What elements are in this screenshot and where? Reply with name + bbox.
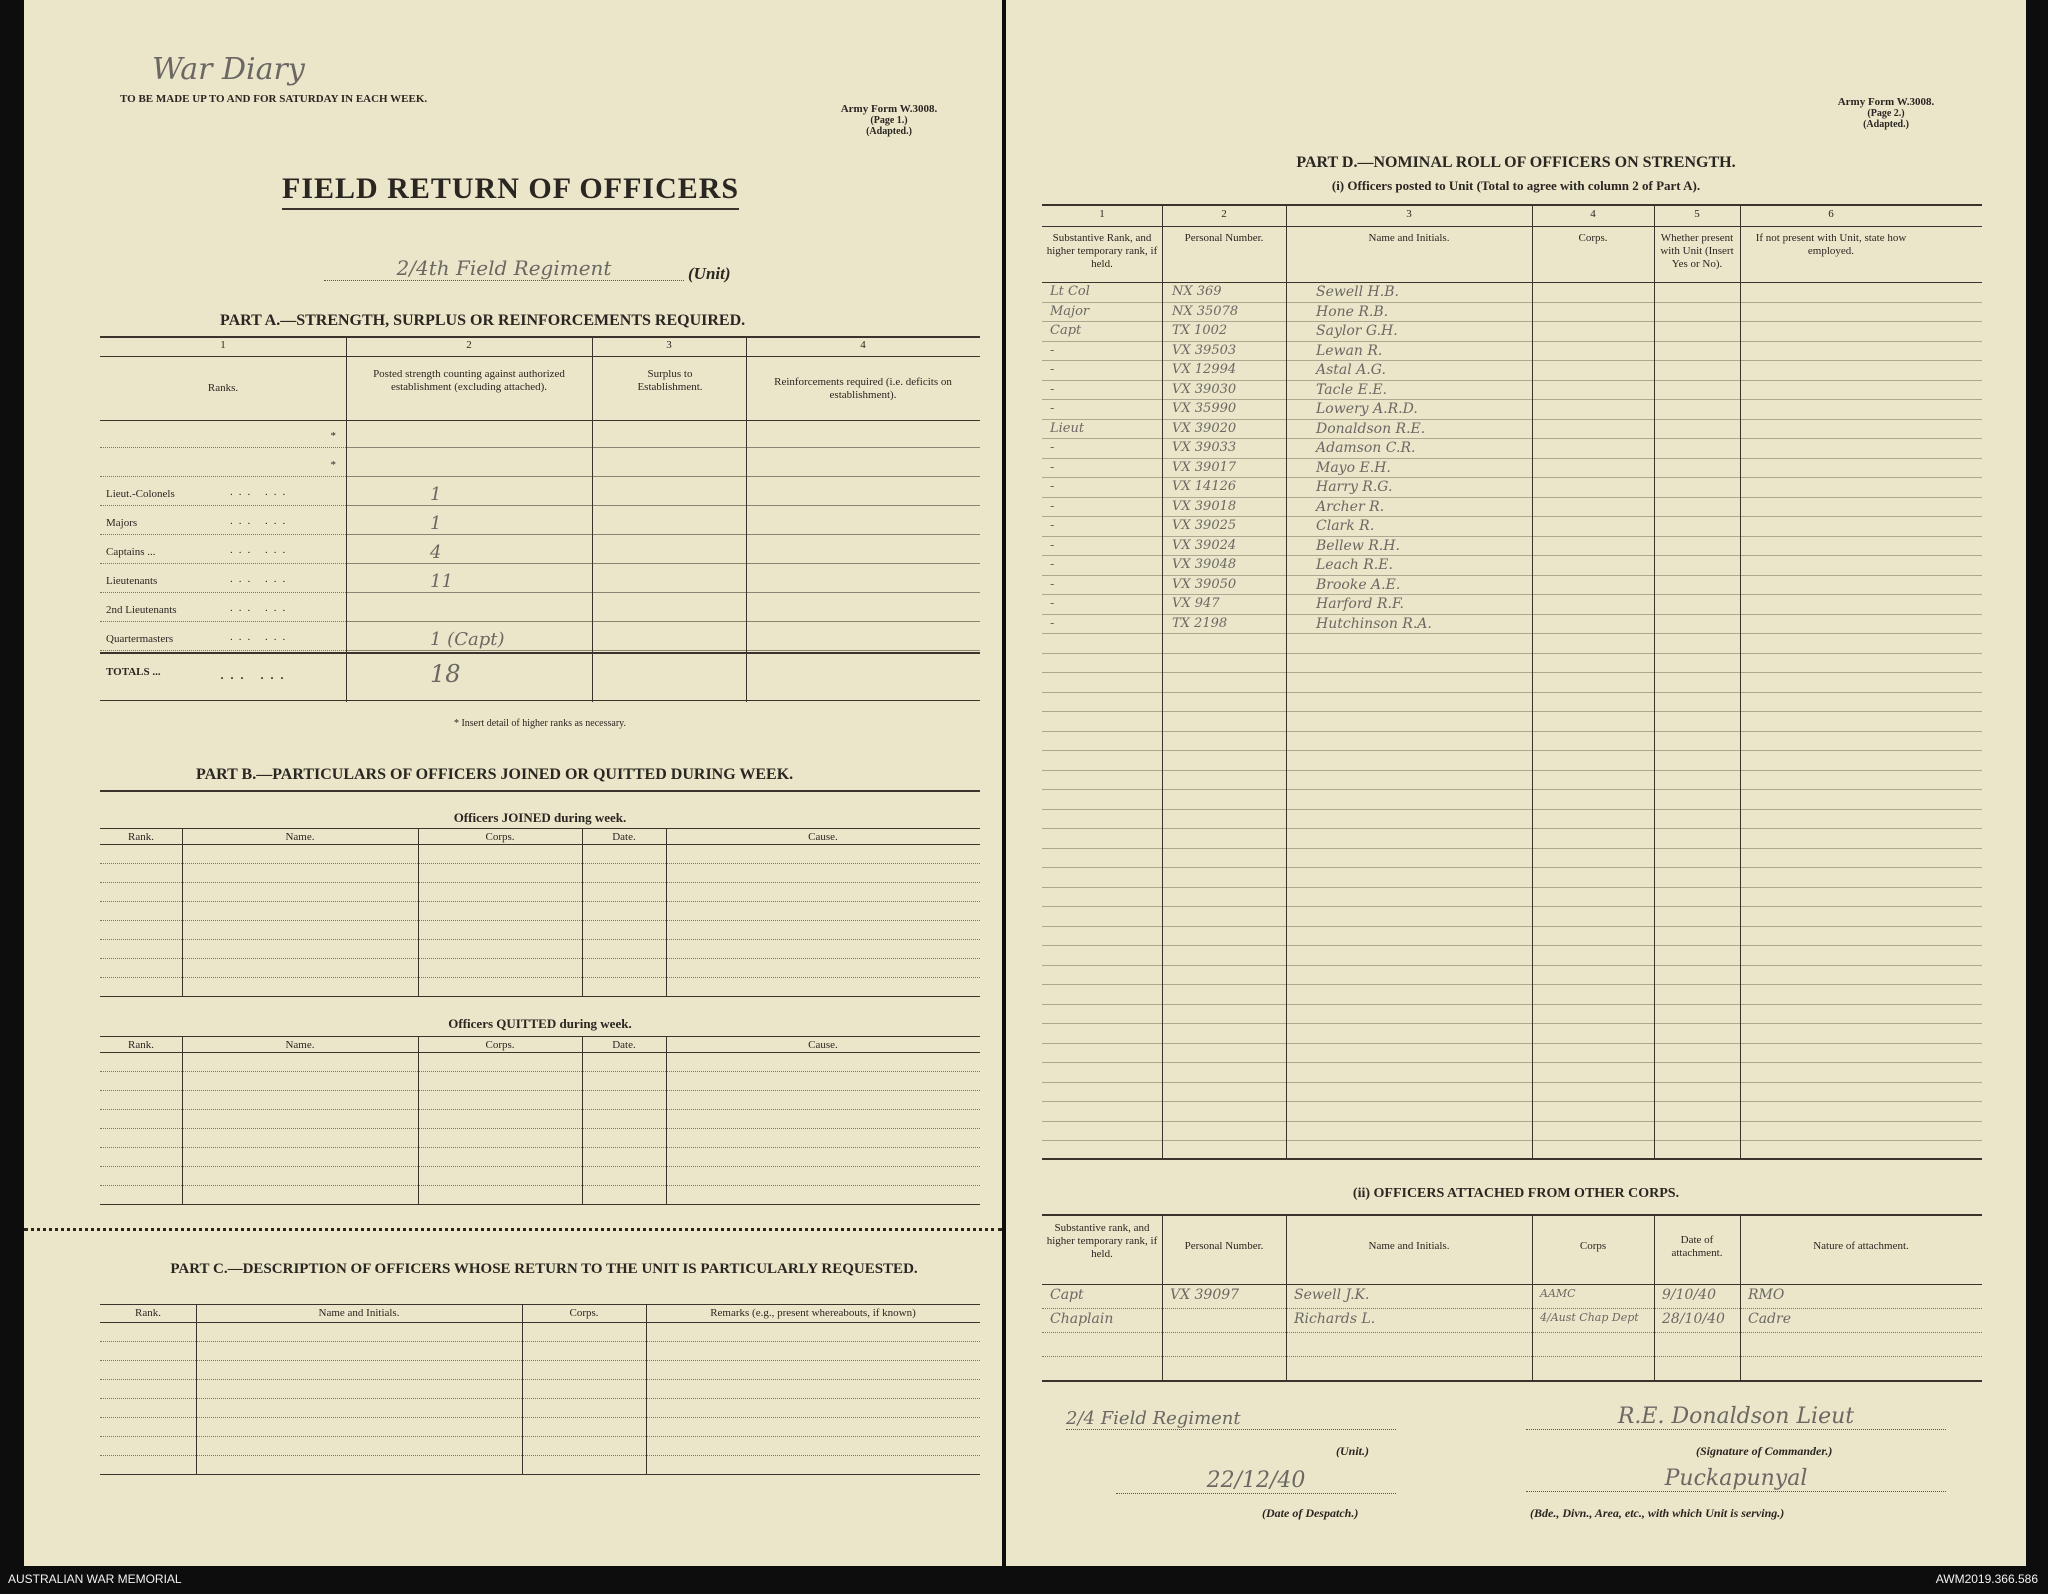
totals-value: 18	[430, 660, 461, 688]
column-number: 3	[1406, 208, 1412, 220]
column-rule	[1286, 204, 1287, 1158]
row-rule	[100, 592, 346, 593]
table-rule	[100, 1052, 980, 1053]
roll-personal-number: VX 39050	[1172, 576, 1237, 592]
rank-label: Captains ...	[106, 546, 156, 558]
row-rule	[346, 534, 980, 535]
leader-dots: ... ...	[230, 515, 292, 527]
row-rule	[1042, 1004, 1982, 1005]
table-rule	[1042, 282, 1982, 283]
attached-date: 9/10/40	[1662, 1287, 1716, 1303]
column-header: Rank.	[135, 1307, 161, 1319]
table-rule	[100, 1322, 980, 1323]
roll-name: Sewell H.B.	[1316, 284, 1399, 300]
roll-personal-number: VX 39503	[1172, 342, 1237, 358]
column-header: Cause.	[808, 1039, 838, 1051]
unit-value: 2/4th Field Regiment	[324, 256, 684, 281]
column-header: Date.	[612, 831, 636, 843]
column-header: If not present with Unit, state how employed.	[1755, 232, 1907, 257]
row-rule	[1042, 1356, 1982, 1357]
roll-personal-number: VX 39020	[1172, 420, 1237, 436]
row-rule	[1042, 302, 1982, 303]
nominal-roll-table	[1042, 204, 1982, 1158]
roll-rank: -	[1050, 401, 1055, 416]
roll-name: Harford R.F.	[1316, 596, 1404, 612]
row-rule	[100, 1166, 980, 1167]
column-header: Date.	[612, 1039, 636, 1051]
row-rule	[1042, 1140, 1982, 1141]
roll-rank: -	[1050, 342, 1055, 358]
roll-personal-number: VX 947	[1172, 596, 1220, 611]
attached-rank: Chaplain	[1050, 1311, 1114, 1327]
attached-table	[1042, 1214, 1982, 1380]
column-header: Rank.	[128, 1039, 154, 1051]
column-header: Whether present with Unit (Insert Yes or No).	[1660, 232, 1734, 270]
roll-name: Tacle E.E.	[1316, 381, 1387, 398]
row-rule	[1042, 497, 1982, 498]
column-rule	[418, 1036, 419, 1204]
roll-name: Archer R.	[1316, 498, 1385, 515]
row-rule	[1042, 477, 1982, 478]
column-rule	[182, 828, 183, 996]
roll-name: Astal A.G.	[1316, 362, 1386, 378]
row-rule	[1042, 1043, 1982, 1044]
signature-label: (Signature of Commander.)	[1696, 1444, 1833, 1458]
column-header: Rank.	[128, 831, 154, 843]
posted-strength-value: 1 (Capt)	[430, 629, 505, 650]
row-rule	[1042, 1062, 1982, 1063]
column-header: Corps.	[1578, 232, 1608, 244]
column-header: Personal Number.	[1184, 232, 1264, 244]
column-header: Personal Number.	[1184, 1240, 1264, 1252]
table-rule	[100, 1036, 980, 1037]
roll-rank: -	[1050, 362, 1055, 377]
form-page-1	[24, 0, 1002, 1566]
footer-unit-value: 2/4 Field Regiment	[1066, 1408, 1396, 1430]
roll-rank: -	[1050, 381, 1055, 397]
sub-i-title: (i) Officers posted to Unit (Total to agree with column 2 of Part A).	[1331, 178, 1701, 193]
roll-personal-number: VX 39018	[1172, 498, 1237, 514]
row-rule	[100, 1436, 980, 1437]
row-rule	[1042, 867, 1982, 868]
army-form-label-p2: Army Form W.3008. (Page 2.) (Adapted.)	[1837, 96, 1935, 130]
table-rule	[100, 996, 980, 997]
row-rule	[1042, 965, 1982, 966]
row-rule	[100, 1398, 980, 1399]
column-header: Corps.	[485, 1039, 515, 1051]
column-rule	[646, 1304, 647, 1474]
roll-rank: Lieut	[1050, 420, 1085, 436]
table-rule	[1042, 1284, 1982, 1285]
col-number-1: 1	[220, 339, 226, 351]
row-rule	[1042, 828, 1982, 829]
roll-name: Hutchinson R.A.	[1316, 615, 1432, 632]
leader-dots: ... ...	[230, 631, 292, 643]
row-rule	[1042, 399, 1982, 400]
column-rule	[182, 1036, 183, 1204]
roll-name: Hone R.B.	[1316, 303, 1389, 320]
watermark-right: AWM2019.366.586	[1935, 1572, 2038, 1586]
row-rule	[100, 1090, 980, 1091]
column-header: Corps.	[569, 1307, 599, 1319]
row-rule	[346, 505, 980, 506]
attached-corps: 4/Aust Chap Dept	[1540, 1311, 1639, 1324]
roll-rank: -	[1050, 576, 1055, 592]
leader-dots: ... ...	[230, 486, 292, 498]
part-a-footnote: * Insert detail of higher ranks as necessary.	[453, 718, 627, 729]
column-number: 2	[1221, 208, 1227, 220]
column-header: Name and Initials.	[1368, 1240, 1450, 1252]
roll-rank: Major	[1050, 303, 1090, 319]
roll-personal-number: VX 39017	[1172, 459, 1237, 475]
column-rule	[582, 1036, 583, 1204]
roll-name: Harry R.G.	[1316, 479, 1393, 495]
rank-label: *	[330, 459, 336, 471]
row-rule	[100, 1341, 980, 1342]
row-rule	[1042, 711, 1982, 712]
row-rule	[1042, 1082, 1982, 1083]
table-rule	[1042, 1158, 1982, 1160]
column-header: Date of attachment.	[1671, 1234, 1723, 1259]
row-rule	[1042, 1332, 1982, 1333]
sub-ii-title: (ii) OFFICERS ATTACHED FROM OTHER CORPS.	[1352, 1186, 1680, 1201]
row-rule	[1042, 789, 1982, 790]
roll-rank: -	[1050, 518, 1055, 533]
column-rule	[666, 1036, 667, 1204]
roll-name: Leach R.E.	[1316, 557, 1393, 573]
row-rule	[100, 1128, 980, 1129]
table-rule	[1042, 1214, 1982, 1216]
row-rule	[100, 621, 346, 622]
table-rule	[100, 1304, 980, 1305]
rank-label: Quartermasters	[106, 633, 174, 645]
posted-strength-value: 11	[430, 571, 453, 592]
roll-rank: -	[1050, 498, 1055, 514]
rank-label: *	[330, 430, 336, 442]
bde-divn-label: (Bde., Divn., Area, etc., with which Unit is serving.)	[1530, 1506, 1785, 1520]
rank-label: Majors	[106, 517, 138, 529]
attached-name: Sewell J.K.	[1294, 1287, 1370, 1303]
joined-table	[100, 828, 980, 996]
row-rule	[100, 1109, 980, 1110]
column-header: Name.	[285, 831, 315, 843]
row-rule	[1042, 380, 1982, 381]
footer-unit-label: (Unit.)	[1336, 1444, 1369, 1458]
roll-rank: -	[1050, 557, 1055, 572]
roll-rank: -	[1050, 479, 1055, 494]
table-rule	[100, 844, 980, 845]
row-rule	[100, 505, 346, 506]
row-rule	[1042, 1121, 1982, 1122]
roll-rank: Lt Col	[1050, 284, 1090, 299]
column-rule	[1532, 204, 1533, 1158]
row-rule	[1042, 1308, 1982, 1309]
posted-strength-value: 1	[430, 513, 442, 534]
row-rule	[100, 447, 346, 448]
attached-name: Richards L.	[1294, 1311, 1376, 1327]
column-number: 5	[1694, 208, 1700, 220]
rank-label: Lieut.-Colonels	[106, 488, 175, 500]
row-rule	[100, 534, 346, 535]
roll-name: Lowery A.R.D.	[1316, 401, 1418, 417]
attached-nature: Cadre	[1748, 1311, 1791, 1327]
attached-date: 28/10/40	[1662, 1311, 1725, 1327]
row-rule	[1042, 848, 1982, 849]
roll-rank: -	[1050, 459, 1055, 475]
row-rule	[1042, 614, 1982, 615]
row-rule	[100, 1071, 980, 1072]
attached-number: VX 39097	[1170, 1287, 1240, 1303]
roll-personal-number: TX 1002	[1172, 323, 1228, 338]
part-a-title: PART A.—STRENGTH, SURPLUS OR REINFORCEMENTS REQUIRED.	[220, 312, 746, 329]
row-rule	[100, 1360, 980, 1361]
rank-label: Lieutenants	[106, 575, 158, 587]
roll-personal-number: VX 39030	[1172, 381, 1237, 397]
row-rule	[100, 563, 346, 564]
row-rule	[100, 650, 346, 651]
row-rule	[100, 1147, 980, 1148]
war-diary-annotation: War Diary	[152, 52, 305, 87]
header-ranks: Ranks.	[207, 382, 239, 394]
header-reinforcements: Reinforcements required (i.e. deficits on establishment).	[774, 376, 952, 401]
table-rule	[100, 1204, 980, 1205]
row-rule	[1042, 594, 1982, 595]
row-rule	[346, 447, 980, 448]
roll-name: Brooke A.E.	[1316, 576, 1401, 593]
form-page-2	[1006, 0, 2026, 1566]
column-number: 6	[1828, 208, 1834, 220]
column-header: Name and Initials.	[1368, 232, 1450, 244]
column-rule	[666, 828, 667, 996]
row-rule	[346, 592, 980, 593]
row-rule	[1042, 516, 1982, 517]
row-rule	[1042, 1023, 1982, 1024]
roll-rank: -	[1050, 440, 1055, 455]
roll-name: Donaldson R.E.	[1316, 420, 1426, 437]
roll-name: Lewan R.	[1316, 342, 1383, 359]
row-rule	[1042, 1101, 1982, 1102]
row-rule	[100, 958, 980, 959]
part-c-table	[100, 1304, 980, 1474]
quitted-table	[100, 1036, 980, 1204]
header-surplus: Surplus to Establishment.	[637, 368, 703, 393]
despatch-date-value: 22/12/40	[1116, 1468, 1396, 1494]
roll-personal-number: VX 39048	[1172, 557, 1237, 572]
table-rule	[1042, 226, 1982, 227]
posted-strength-value: 1	[430, 484, 442, 505]
column-header: Substantive Rank, and higher temporary rank, if held.	[1046, 232, 1158, 270]
form-title: FIELD RETURN OF OFFICERS	[282, 172, 739, 210]
totals-label: TOTALS ...	[106, 666, 161, 678]
column-header: Corps	[1579, 1240, 1607, 1252]
rank-label: 2nd Lieutenants	[106, 604, 177, 616]
attached-nature: RMO	[1748, 1287, 1785, 1303]
part-a-table: 1 2 3 4 Ranks. Posted strength counting against authorized establishment (excluding attached). Surplus to Establishment. Reinforcements required (i.e. deficits on establishment). * * Lieut.-Colonels ... ... 1 Majors ... ... 1 Captains ... ... ... 4 Lieutenants ... ... 11 2nd Lieutenants ... ... Quartermasters ... ... 1 (Capt) TOTALS ... ... ... 18	[100, 336, 980, 702]
row-rule	[1042, 731, 1982, 732]
row-rule	[1042, 633, 1982, 634]
col-number-4: 4	[860, 339, 866, 351]
column-number: 4	[1590, 208, 1596, 220]
roll-personal-number: VX 39024	[1172, 537, 1237, 553]
row-rule	[1042, 945, 1982, 946]
column-rule	[1740, 204, 1741, 1158]
roll-personal-number: NX 35078	[1172, 303, 1239, 319]
table-rule	[100, 828, 980, 829]
row-rule	[100, 939, 980, 940]
unit-label: (Unit)	[688, 264, 731, 283]
row-rule	[1042, 926, 1982, 927]
row-rule	[1042, 887, 1982, 888]
column-rule	[522, 1304, 523, 1474]
row-rule	[1042, 575, 1982, 576]
column-header: Corps.	[485, 831, 515, 843]
row-rule	[1042, 438, 1982, 439]
roll-personal-number: TX 2198	[1172, 615, 1228, 631]
quitted-title: Officers QUITTED during week.	[448, 1016, 632, 1031]
roll-personal-number: VX 35990	[1172, 401, 1237, 416]
roll-name: Bellew R.H.	[1316, 537, 1400, 554]
row-rule	[100, 476, 346, 477]
row-rule	[100, 863, 980, 864]
roll-rank: -	[1050, 596, 1055, 611]
row-rule	[346, 563, 980, 564]
roll-personal-number: VX 39025	[1172, 518, 1237, 533]
column-number: 1	[1099, 208, 1105, 220]
row-rule	[1042, 809, 1982, 810]
row-rule	[346, 650, 980, 651]
despatch-date-label: (Date of Despatch.)	[1262, 1506, 1359, 1520]
part-b-title: PART B.—PARTICULARS OF OFFICERS JOINED OR QUITTED DURING WEEK.	[196, 766, 794, 783]
table-rule	[100, 1474, 980, 1475]
row-rule	[1042, 536, 1982, 537]
col-number-3: 3	[666, 339, 672, 351]
row-rule	[100, 1455, 980, 1456]
leader-dots: ... ...	[230, 544, 292, 556]
roll-personal-number: NX 369	[1172, 284, 1222, 299]
joined-title: Officers JOINED during week.	[453, 810, 627, 825]
column-header: Substantive rank, and higher temporary rank, if held.	[1046, 1222, 1158, 1260]
roll-rank: -	[1050, 615, 1055, 631]
column-rule	[582, 828, 583, 996]
table-rule	[1042, 204, 1982, 206]
column-header: Cause.	[808, 831, 838, 843]
roll-name: Adamson C.R.	[1316, 440, 1416, 456]
part-d-title: PART D.—NOMINAL ROLL OF OFFICERS ON STRENGTH.	[1296, 154, 1736, 171]
row-rule	[100, 1185, 980, 1186]
row-rule	[100, 977, 980, 978]
column-rule	[418, 828, 419, 996]
column-header: Name.	[285, 1039, 315, 1051]
row-rule	[1042, 321, 1982, 322]
bde-divn-value: Puckapunyal	[1526, 1466, 1946, 1492]
column-header: Nature of attachment.	[1813, 1240, 1909, 1252]
row-rule	[1042, 770, 1982, 771]
row-rule	[1042, 984, 1982, 985]
column-rule	[196, 1304, 197, 1474]
row-rule	[100, 920, 980, 921]
leader-dots: ... ...	[230, 573, 292, 585]
row-rule	[100, 1417, 980, 1418]
roll-personal-number: VX 12994	[1172, 362, 1237, 377]
part-c-title: PART C.—DESCRIPTION OF OFFICERS WHOSE RETURN TO THE UNIT IS PARTICULARLY REQUESTED.	[170, 1261, 918, 1277]
instruction-text: TO BE MADE UP TO AND FOR SATURDAY IN EACH WEEK.	[120, 93, 428, 105]
row-rule	[100, 882, 980, 883]
header-posted-strength: Posted strength counting against authorized establishment (excluding attached).	[373, 368, 565, 393]
column-rule	[1654, 204, 1655, 1158]
row-rule	[100, 1379, 980, 1380]
row-rule	[1042, 653, 1982, 654]
roll-name: Clark R.	[1316, 518, 1375, 534]
attached-corps: AAMC	[1540, 1287, 1576, 1300]
roll-rank: Capt	[1050, 323, 1082, 338]
attached-rank: Capt	[1050, 1287, 1084, 1303]
row-rule	[346, 476, 980, 477]
row-rule	[1042, 458, 1982, 459]
row-rule	[346, 621, 980, 622]
row-rule	[1042, 360, 1982, 361]
roll-name: Mayo E.H.	[1316, 459, 1391, 476]
row-rule	[1042, 750, 1982, 751]
roll-rank: -	[1050, 537, 1055, 553]
column-rule	[1162, 204, 1163, 1158]
archive-footer	[0, 1566, 2048, 1594]
roll-personal-number: VX 39033	[1172, 440, 1237, 455]
leader-dots: ... ...	[230, 602, 292, 614]
page-divider	[24, 1228, 1002, 1231]
column-header: Remarks (e.g., present whereabouts, if known)	[710, 1307, 916, 1319]
row-rule	[1042, 672, 1982, 673]
row-rule	[100, 901, 980, 902]
col-number-2: 2	[466, 339, 472, 351]
row-rule	[1042, 555, 1982, 556]
column-header: Name and Initials.	[318, 1307, 400, 1319]
roll-personal-number: VX 14126	[1172, 479, 1237, 494]
row-rule	[1042, 906, 1982, 907]
row-rule	[1042, 341, 1982, 342]
watermark-left: AUSTRALIAN WAR MEMORIAL	[8, 1572, 182, 1586]
row-rule	[1042, 419, 1982, 420]
row-rule	[1042, 692, 1982, 693]
posted-strength-value: 4	[430, 542, 442, 563]
roll-name: Saylor G.H.	[1316, 323, 1398, 339]
table-rule	[1042, 1380, 1982, 1382]
army-form-label: Army Form W.3008. (Page 1.) (Adapted.)	[840, 103, 938, 137]
commander-signature: R.E. Donaldson Lieut	[1526, 1404, 1946, 1430]
